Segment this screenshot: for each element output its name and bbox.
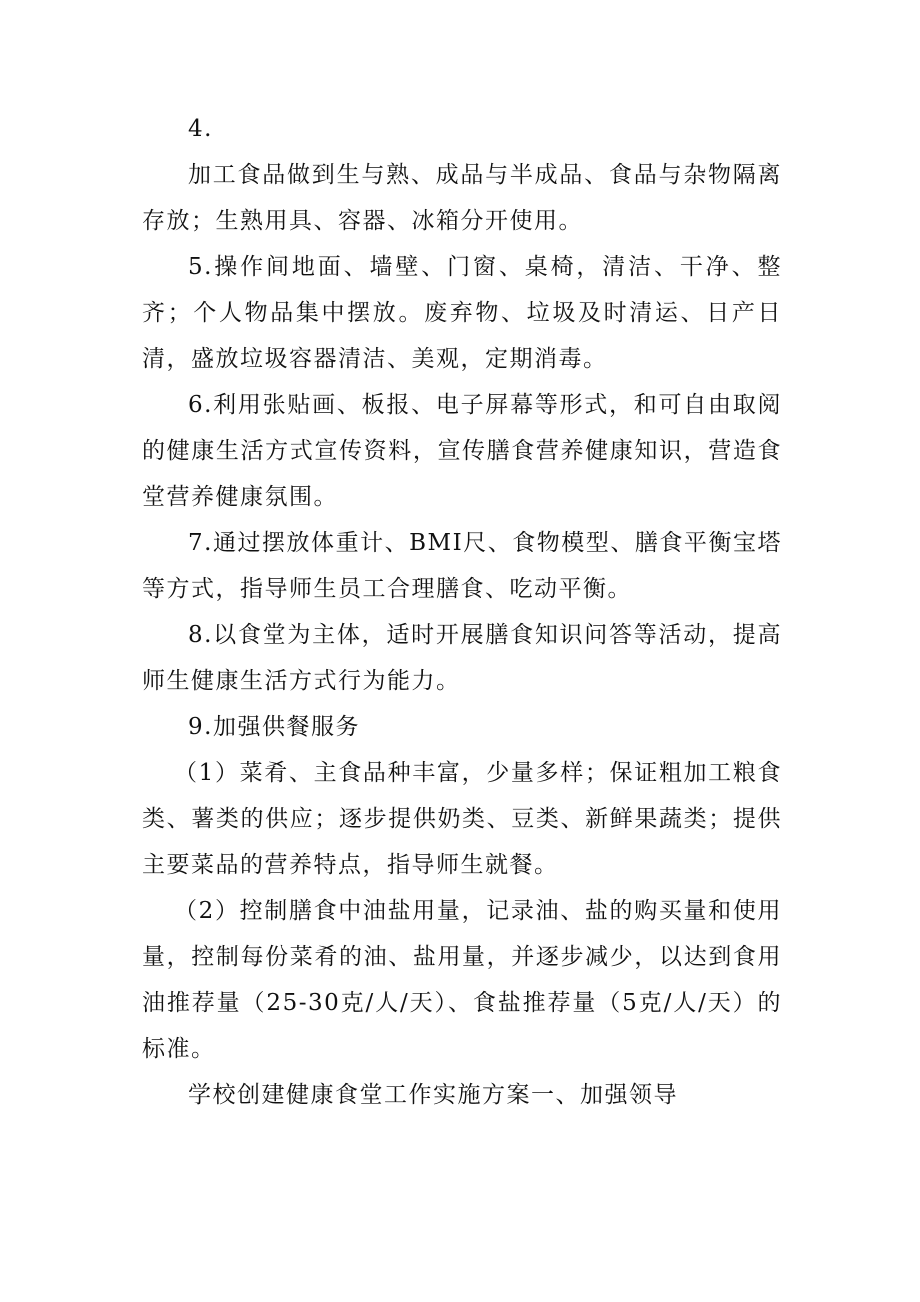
section-heading: 学校创建健康食堂工作实施方案一、加强领导 — [188, 1082, 678, 1108]
document-body — [142, 106, 782, 1118]
paragraph-item-9-heading: 9.加强供餐服务 — [188, 714, 360, 740]
paragraph-item-5: 5.操作间地面、墙壁、门窗、桌椅，清洁、干净、整齐；个人物品集中摆放。废弃物、垃圾及时清运、日产日清，盛放垃圾容器清洁、美观，定期消毒。 — [142, 254, 782, 372]
paragraph-item-4-text: 加工食品做到生与熟、成品与半成品、食品与杂物隔离存放；生熟用具、容器、冰箱分开使用。 — [142, 162, 782, 234]
paragraph-item-4-number: 4. — [188, 116, 213, 142]
paragraph-sub-item-1: （1）菜肴、主食品种丰富，少量多样；保证粗加工粮食类、薯类的供应；逐步提供奶类、豆类、新鲜果蔬类；提供主要菜品的营养特点，指导师生就餐。 — [142, 760, 782, 878]
paragraph-item-8: 8.以食堂为主体，适时开展膳食知识问答等活动，提高师生健康生活方式行为能力。 — [142, 622, 782, 694]
paragraph-sub-item-2: （2）控制膳食中油盐用量，记录油、盐的购买量和使用量，控制每份菜肴的油、盐用量，并逐步减少，以达到食用油推荐量（25-30克/人/天）、食盐推荐量（5克/人/天）的标准。 — [142, 898, 782, 1062]
paragraph-item-7: 7.通过摆放体重计、BMI尺、食物模型、膳食平衡宝塔等方式，指导师生员工合理膳食、吃动平衡。 — [142, 530, 782, 602]
paragraph-item-6: 6.利用张贴画、板报、电子屏幕等形式，和可自由取阅的健康生活方式宣传资料，宣传膳食营养健康知识，营造食堂营养健康氛围。 — [142, 392, 782, 510]
